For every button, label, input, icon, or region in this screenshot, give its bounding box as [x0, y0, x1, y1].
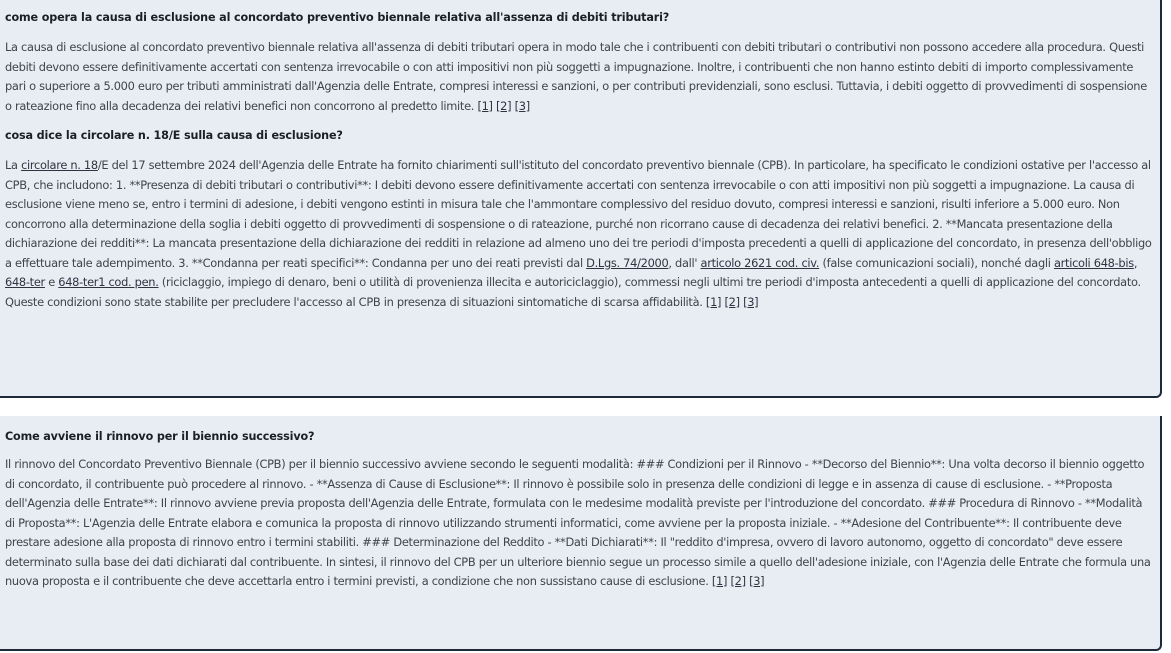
answer-segment: , dall': [668, 255, 701, 270]
question-heading: Come avviene il rinnovo per il biennio successivo?: [5, 430, 315, 443]
reference-link-1[interactable]: [1]: [705, 294, 722, 309]
answer-segment: (false comunicazioni sociali), nonché dagli: [819, 255, 1054, 270]
reference-link-3[interactable]: [3]: [514, 98, 530, 113]
answer-text: [5, 455, 1152, 592]
articoli-648-bis-link[interactable]: articoli 648-bis: [1053, 255, 1134, 270]
answer-text: [5, 156, 1152, 312]
reference-link-2[interactable]: [2]: [730, 574, 746, 588]
reference-link-1[interactable]: [1]: [477, 98, 493, 113]
dlgs-link[interactable]: D.Lgs. 74/2000: [586, 255, 669, 270]
question-heading: cosa dice la circolare n. 18/E sulla causa di esclusione?: [5, 129, 343, 142]
reference-link-2[interactable]: [2]: [496, 98, 512, 113]
648-ter1-link[interactable]: 648-ter1 cod. pen.: [58, 275, 159, 289]
answer-segment: La: [5, 158, 22, 172]
answer-text: [5, 38, 1152, 116]
answer-body: Il rinnovo del Concordato Preventivo Biennale (CPB) per il biennio successivo avviene secondo le seguenti modalità: ### Condizioni per il Rinnovo - **Decorso del Biennio**: Una volta decorso il biennio oggetto di concordato, il contribuente può procedere al rinnovo. - **Assenza di Cause di Esclusione**: Il rinnovo è possibile solo in presenza delle condizioni di legge e in assenza di cause di esclusione. - **Proposta dell'Agenzia delle Entrate**: Il rinnovo avviene previa proposta dell'Agenzia delle Entrate, formulata con le medesime modalità previste per l'introduzione del concordato. ### Procedura di Rinnovo - **Modalità di Proposta**: L'Agenzia delle Entrate elabora e comunica la proposta di rinnovo utilizzando strumenti informatici, come avviene per la proposta iniziale. - **Adesione del Contribuente**: Il contribuente deve prestare adesione alla proposta di rinnovo entro i termini stabiliti. ### Determinazione del Reddito - **Dati Dichiarati**: Il "reddito d'impresa, ovvero di lavoro autonomo, oggetto di concordato" deve essere determinato sulla base dei dati dichiarati dal contribuente. In sintesi, il rinnovo del CPB per un ulteriore biennio segue un processo simile a quello dell'adesione iniziale, con l'Agenzia delle Entrate che formula una nuova proposta e il contribuente che deve accettarla entro i termini previsti, a condizione che non sussistano cause di esclusione.: [5, 457, 1151, 588]
reference-link-3[interactable]: [3]: [743, 294, 759, 309]
qa-block-escl-debiti: [0, 11, 1160, 116]
reference-link-1[interactable]: [1]: [711, 574, 728, 588]
circolare-link[interactable]: circolare n. 18: [21, 158, 98, 172]
answer-panel-2: [0, 416, 1162, 651]
648-ter-link[interactable]: 648-ter: [5, 275, 45, 289]
articolo-2621-link[interactable]: articolo 2621 cod. civ.: [700, 255, 820, 270]
qa-block-circolare: [0, 129, 1160, 312]
qa-block-rinnovo: [0, 430, 1160, 592]
question-heading: come opera la causa di esclusione al concordato preventivo biennale relativa all'assenza di debiti tributari?: [5, 11, 670, 24]
answer-segment: ,: [1133, 255, 1138, 270]
answer-body: La causa di esclusione al concordato preventivo biennale relativa all'assenza di debiti tributari opera in modo tale che i contribuenti con debiti tributari o contributivi non possono accedere alla procedura. Questi debiti devono essere definitivamente accertati con sentenza irrevocabile o con atti impositivi non più soggetti a impugnazione. Inoltre, i contribuenti che non hanno estinto debiti di importo complessivamente pari o superiore a 5.000 euro per tributi amministrati dall'Agenzia delle Entrate, compresi interessi e sanzioni, o per contributi previdenziali, sono esclusi. Tuttavia, i debiti oggetto di provvedimenti di sospensione o rateazione fino alla decadenza dei relativi benefici non concorrono al predetto limite.: [5, 40, 1147, 113]
reference-link-3[interactable]: [3]: [749, 574, 765, 588]
reference-link-2[interactable]: [2]: [724, 294, 740, 309]
answer-segment: e: [44, 275, 59, 289]
answer-segment: /E del 17 settembre 2024 dell'Agenzia delle Entrate ha fornito chiarimenti sull'istituto del concordato preventivo biennale (CPB). In particolare, ha specificato le condizioni ostative per l'accesso al CPB, che includono: 1. **Presenza di debiti tributari o contributivi**: I debiti devono essere definitivamente accertati con sentenza irrevocabile o con atti impositivi non più soggetti a impugnazione. La causa di esclusione viene meno se, entro i termini di adesione, i debiti vengono estinti in misura tale che l'ammontare complessivo del residuo dovuto, compresi interessi e sanzioni, risulti inferiore a 5.000 euro. Non concorrono alla determinazione della soglia i debiti oggetto di provvedimenti di sospensione o di rateazione, purché non ricorrano cause di decadenza dei relativi benefici. 2. **Mancata presentazione della dichiarazione dei redditi**: La mancata presentazione della dichiarazione dei redditi in relazione ad almeno uno dei tre periodi d'imposta precedenti a quelli di applicazione del concordato, in presenza dell'obbligo a effettuare tale adempimento. 3. **Condanna per reati specifici**: Condanna per uno dei reati previsti dal: [5, 158, 1152, 270]
answer-segment: (riciclaggio, impiego di denaro, beni o utilità di provenienza illecita e autoriciclaggio), commessi negli ultimi tre periodi d'imposta antecedenti a quelli di applicazione del concordato. Queste condizioni sono state stabilite per precludere l'accesso al CPB in presenza di situazioni sintomatiche di scarsa affidabilità.: [5, 275, 1141, 309]
